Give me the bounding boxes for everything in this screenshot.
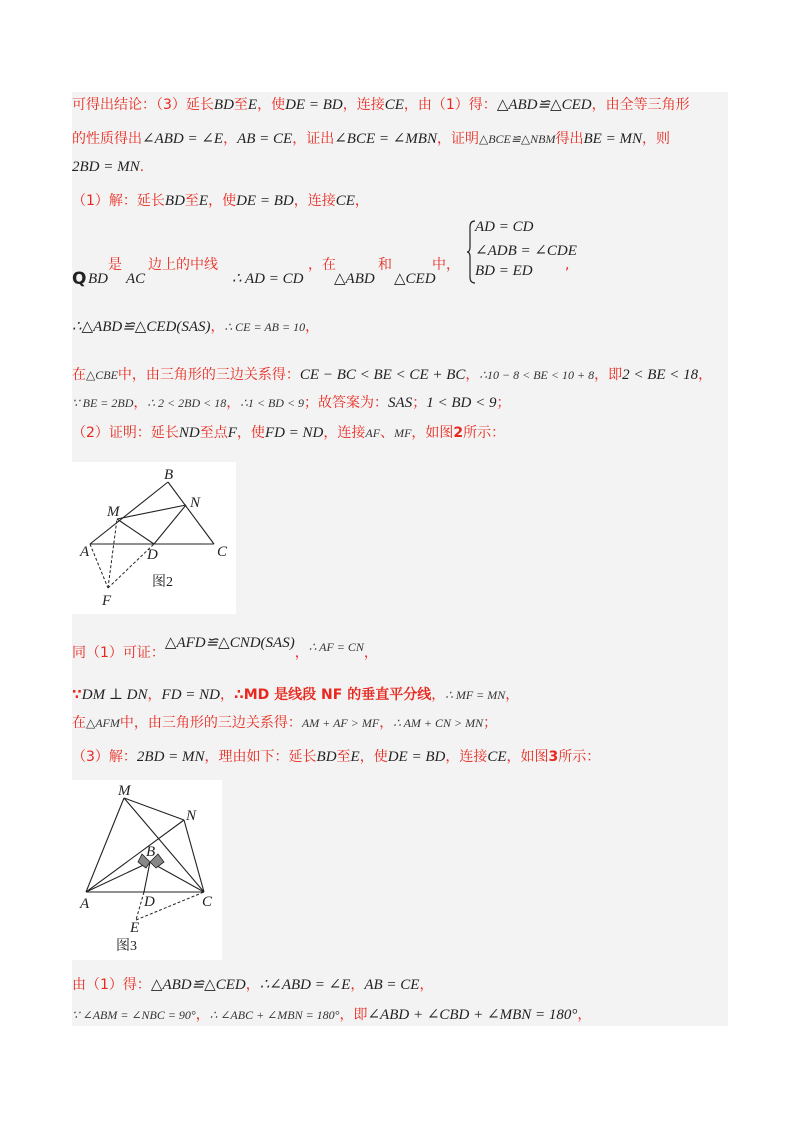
text: 2 bbox=[453, 425, 464, 441]
math: ND bbox=[178, 425, 200, 441]
math: AC bbox=[126, 271, 146, 287]
text-line-13 bbox=[72, 746, 600, 768]
math: MF bbox=[394, 426, 412, 440]
math: ∴ AM + CN > MN bbox=[393, 716, 484, 730]
text: 、 bbox=[380, 425, 395, 441]
congruence-conditions bbox=[467, 219, 577, 285]
text: ，即 bbox=[339, 1007, 368, 1023]
math: ∴1 < BD < 9 bbox=[240, 396, 305, 410]
text: ，由（1）得： bbox=[403, 97, 497, 113]
text: ，则 bbox=[641, 131, 670, 147]
text: ，如图 bbox=[411, 425, 454, 441]
text: 得出 bbox=[555, 131, 584, 147]
text: ，证出 bbox=[292, 131, 335, 147]
text: ， bbox=[294, 645, 309, 661]
text: 在 bbox=[72, 367, 86, 383]
math: ∴ CE = AB = 10 bbox=[224, 320, 306, 334]
text: ，连接 bbox=[445, 749, 488, 765]
label-e: E bbox=[130, 920, 140, 936]
text: 和 bbox=[378, 257, 392, 273]
math: CE bbox=[384, 97, 404, 113]
math: ∴ MF = MN bbox=[445, 688, 506, 702]
text: ， bbox=[465, 367, 480, 383]
label-a: A bbox=[80, 544, 90, 560]
math: E bbox=[350, 749, 360, 765]
text: 是 bbox=[108, 257, 122, 273]
document-content bbox=[72, 92, 728, 1026]
math: ∴ ∠ABC + ∠MBN = 180° bbox=[209, 1008, 340, 1022]
figure-2 bbox=[72, 462, 236, 614]
math: SAS bbox=[388, 395, 413, 411]
text: ， bbox=[305, 319, 320, 335]
math: △ABD≌△CED bbox=[496, 97, 592, 113]
label-m: M bbox=[107, 504, 120, 520]
text-line-14 bbox=[72, 974, 433, 996]
figure-caption: 图3 bbox=[116, 939, 137, 954]
text: ， bbox=[419, 977, 434, 993]
math: △BCE≌△NBM bbox=[478, 132, 556, 146]
math: ∴ 2 < 2BD < 18 bbox=[147, 396, 227, 410]
text: ，连接 bbox=[342, 97, 385, 113]
figure-3 bbox=[72, 780, 222, 960]
text: ，连接 bbox=[293, 193, 336, 209]
math: ∴△ABD≌△CED(SAS) bbox=[72, 319, 211, 335]
text: （2）证明：延长 bbox=[72, 425, 179, 441]
text: 至 bbox=[336, 749, 351, 765]
math: △ABD≌△CED bbox=[150, 977, 246, 993]
text: ， bbox=[363, 645, 378, 661]
text: ， bbox=[431, 687, 446, 703]
text: 所示： bbox=[558, 749, 601, 765]
text: ，使 bbox=[257, 97, 286, 113]
math: BD bbox=[316, 749, 337, 765]
math: 2BD = MN bbox=[136, 749, 205, 765]
math: BD bbox=[88, 271, 108, 287]
text: ； bbox=[412, 395, 427, 411]
text-line-12 bbox=[72, 712, 497, 734]
text-line-6 bbox=[72, 316, 319, 338]
text: ， bbox=[379, 715, 394, 731]
text: ∵ bbox=[72, 687, 82, 703]
text-line-3 bbox=[72, 156, 144, 178]
label-n: N bbox=[190, 495, 201, 511]
math: AF bbox=[365, 426, 381, 440]
label-b: B bbox=[164, 467, 174, 483]
text: ， bbox=[223, 131, 238, 147]
label-m: M bbox=[118, 783, 131, 799]
math: CE bbox=[487, 749, 507, 765]
text: ，使 bbox=[208, 193, 237, 209]
text-line-15 bbox=[72, 1004, 591, 1026]
figure-caption: 图2 bbox=[152, 575, 173, 590]
math: DE = BD bbox=[236, 193, 294, 209]
text: （3）解： bbox=[72, 749, 137, 765]
text: ， bbox=[577, 1007, 592, 1023]
math: △CED bbox=[394, 271, 436, 287]
text: ， bbox=[354, 193, 369, 209]
text: 的性质得出 bbox=[72, 131, 142, 147]
math: ∠BCE = ∠MBN bbox=[334, 131, 437, 147]
math: FD = ND bbox=[161, 687, 220, 703]
text: 至 bbox=[184, 193, 199, 209]
math: BD bbox=[213, 97, 234, 113]
math: CE − BC < BE < CE + BC bbox=[299, 367, 466, 383]
math: 1 < BD < 9 bbox=[426, 395, 497, 411]
label-d: D bbox=[147, 547, 158, 563]
text: ； bbox=[496, 395, 511, 411]
text: ， bbox=[505, 687, 520, 703]
text: ， bbox=[226, 395, 241, 411]
text-line-2 bbox=[72, 128, 670, 150]
text: ， bbox=[133, 395, 148, 411]
label-c: C bbox=[217, 544, 228, 560]
math: 2 < BE < 18 bbox=[622, 367, 699, 383]
text: 至 bbox=[233, 97, 248, 113]
figure-2-diagram bbox=[72, 462, 236, 614]
math: △ABD bbox=[334, 271, 375, 287]
text: 3 bbox=[548, 749, 559, 765]
text: （1）解：延长 bbox=[72, 193, 165, 209]
text: 边上的中线 bbox=[148, 257, 218, 273]
text-line-4 bbox=[72, 190, 369, 212]
text: ，使 bbox=[359, 749, 388, 765]
math: ∠ABD + ∠CBD + ∠MBN = 180° bbox=[367, 1007, 578, 1023]
math: DE = BD bbox=[387, 749, 446, 765]
math: ∵ BE = 2BD bbox=[72, 396, 134, 410]
label-c: C bbox=[202, 894, 213, 910]
text: 在 bbox=[72, 715, 86, 731]
text: 由（1）得： bbox=[72, 977, 151, 993]
math: △AFD≌△CND(SAS) bbox=[164, 635, 295, 651]
math: ∠ADB = ∠CDE bbox=[475, 243, 577, 259]
math: △AFM bbox=[86, 716, 120, 730]
text: 中， bbox=[432, 257, 460, 273]
text: ， bbox=[147, 687, 162, 703]
text: , bbox=[565, 257, 570, 273]
label-n: N bbox=[186, 808, 197, 824]
math: BE = MN bbox=[583, 131, 642, 147]
text-line-11 bbox=[72, 684, 519, 706]
math: 2BD = MN bbox=[72, 159, 140, 175]
math: FD = ND bbox=[264, 425, 324, 441]
text-line-8 bbox=[72, 392, 510, 414]
math: CE bbox=[335, 193, 355, 209]
text: ；故答案为： bbox=[304, 395, 389, 411]
math: ∴10 − 8 < BE < 10 + 8 bbox=[479, 368, 595, 382]
text: 所示： bbox=[463, 425, 506, 441]
text: 中，由三角形的三边关系得： bbox=[119, 715, 302, 731]
figure-3-diagram bbox=[72, 780, 222, 960]
text: 可得出结论：（3）延长 bbox=[72, 97, 214, 113]
math: AB = CE bbox=[237, 131, 293, 147]
text: ， bbox=[350, 977, 365, 993]
math: AM + AF > MF bbox=[301, 716, 380, 730]
text: ，在 bbox=[308, 257, 336, 273]
text: ，证明 bbox=[436, 131, 479, 147]
text: ，由全等三角形 bbox=[591, 97, 690, 113]
math: ∵ ∠ABM = ∠NBC = 90° bbox=[72, 1008, 196, 1022]
label-d: D bbox=[144, 894, 155, 910]
text: ， bbox=[698, 367, 713, 383]
math: BD = ED bbox=[475, 263, 533, 279]
label-b: B bbox=[146, 844, 156, 860]
text-line-10 bbox=[72, 635, 378, 664]
math: AD = CD bbox=[475, 219, 534, 235]
text: ，理由如下：延长 bbox=[204, 749, 317, 765]
text: 同（1）可证： bbox=[72, 645, 165, 661]
text: ， bbox=[220, 687, 234, 703]
math: BD bbox=[164, 193, 185, 209]
label-f: F bbox=[102, 593, 112, 609]
math: ∴ AD = CD bbox=[232, 271, 304, 287]
math: AB = CE bbox=[364, 977, 420, 993]
text: ，即 bbox=[594, 367, 623, 383]
math: E bbox=[247, 97, 258, 113]
text-line-1 bbox=[72, 94, 690, 116]
text: 中，由三角形的三边关系得： bbox=[117, 367, 300, 383]
text: ， bbox=[210, 319, 225, 335]
text: 至点 bbox=[199, 425, 228, 441]
text-line-9 bbox=[72, 422, 505, 444]
q-symbol: Q bbox=[72, 269, 87, 289]
math: E bbox=[198, 193, 209, 209]
text: ，如图 bbox=[506, 749, 549, 765]
text: . bbox=[139, 159, 145, 175]
text: ； bbox=[483, 715, 498, 731]
math: △CBE bbox=[86, 368, 118, 382]
text: ， bbox=[245, 977, 260, 993]
math: F bbox=[227, 425, 237, 441]
math: DE = BD bbox=[285, 97, 343, 113]
math: DM ⊥ DN bbox=[81, 687, 148, 703]
text: ，使 bbox=[236, 425, 265, 441]
text-line-7 bbox=[72, 364, 712, 386]
math: ∴ AF = CN bbox=[308, 640, 364, 654]
text: ∴MD 是线段 NF 的垂直平分线 bbox=[234, 687, 432, 703]
text: ， bbox=[195, 1007, 210, 1023]
text: ，连接 bbox=[323, 425, 366, 441]
math: ∴∠ABD = ∠E bbox=[259, 977, 351, 993]
label-a: A bbox=[80, 896, 90, 912]
math: ∠ABD = ∠E bbox=[142, 131, 224, 147]
